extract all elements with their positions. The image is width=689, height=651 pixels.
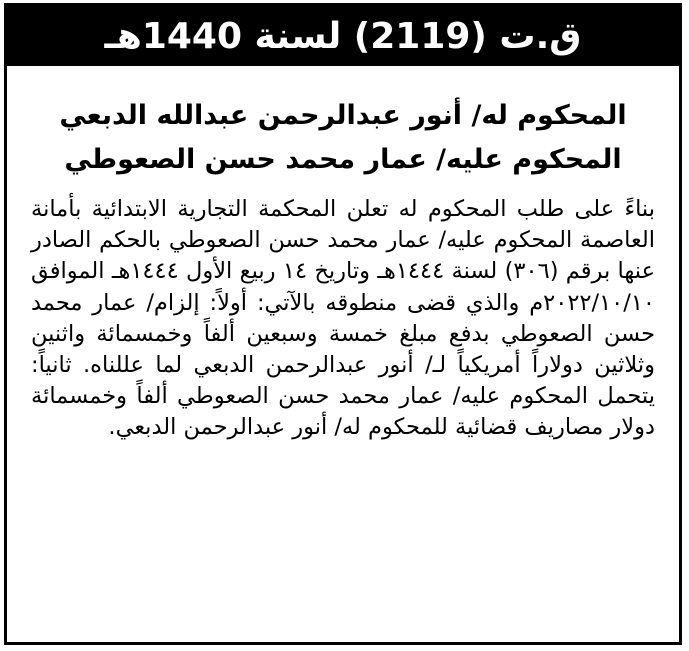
plaintiff-line: المحكوم له/ أنور عبدالرحمن عبدالله الدبعي	[59, 100, 627, 131]
judgment-text: بناءً على طلب المحكوم له تعلن المحكمة التجارية الابتدائية بأمانة العاصمة المحكوم عليه/ عمار محمد حسن الصعوطي بالحكم الصادر عنها برقم (٣٠٦) لسنة ١٤٤٤هـ وتاريخ ١٤ ربيع الأول ١٤٤٤هـ الموافق ٢٠٢٢/١٠/١٠م والذي قضى منطوقه بالآتي: أولاً: إلزام/ عمار محمد حسن الصعوطي بدفع مبلغ خمسة وسبعين ألفاً وخمسمائة واثنين وثلاثين دولاراً أمريكياً لـ/ أنور عبدالرحمن الدبعي لما عللناه. ثانياً: يتحمل المحكوم عليه/ عمار محمد حسن الصعوطي ألفاً وخمسمائة دولار مصاريف قضائية للمحكوم له/ أنور عبدالرحمن الدبعي.	[31, 196, 655, 441]
parties-block	[7, 94, 679, 182]
case-title: ق.ت (2119) لسنة 1440هـ	[104, 15, 582, 57]
defendant-line: المحكوم عليه/ عمار محمد حسن الصعوطي	[64, 144, 622, 175]
case-number-header	[7, 6, 679, 66]
court-notice	[4, 3, 682, 645]
